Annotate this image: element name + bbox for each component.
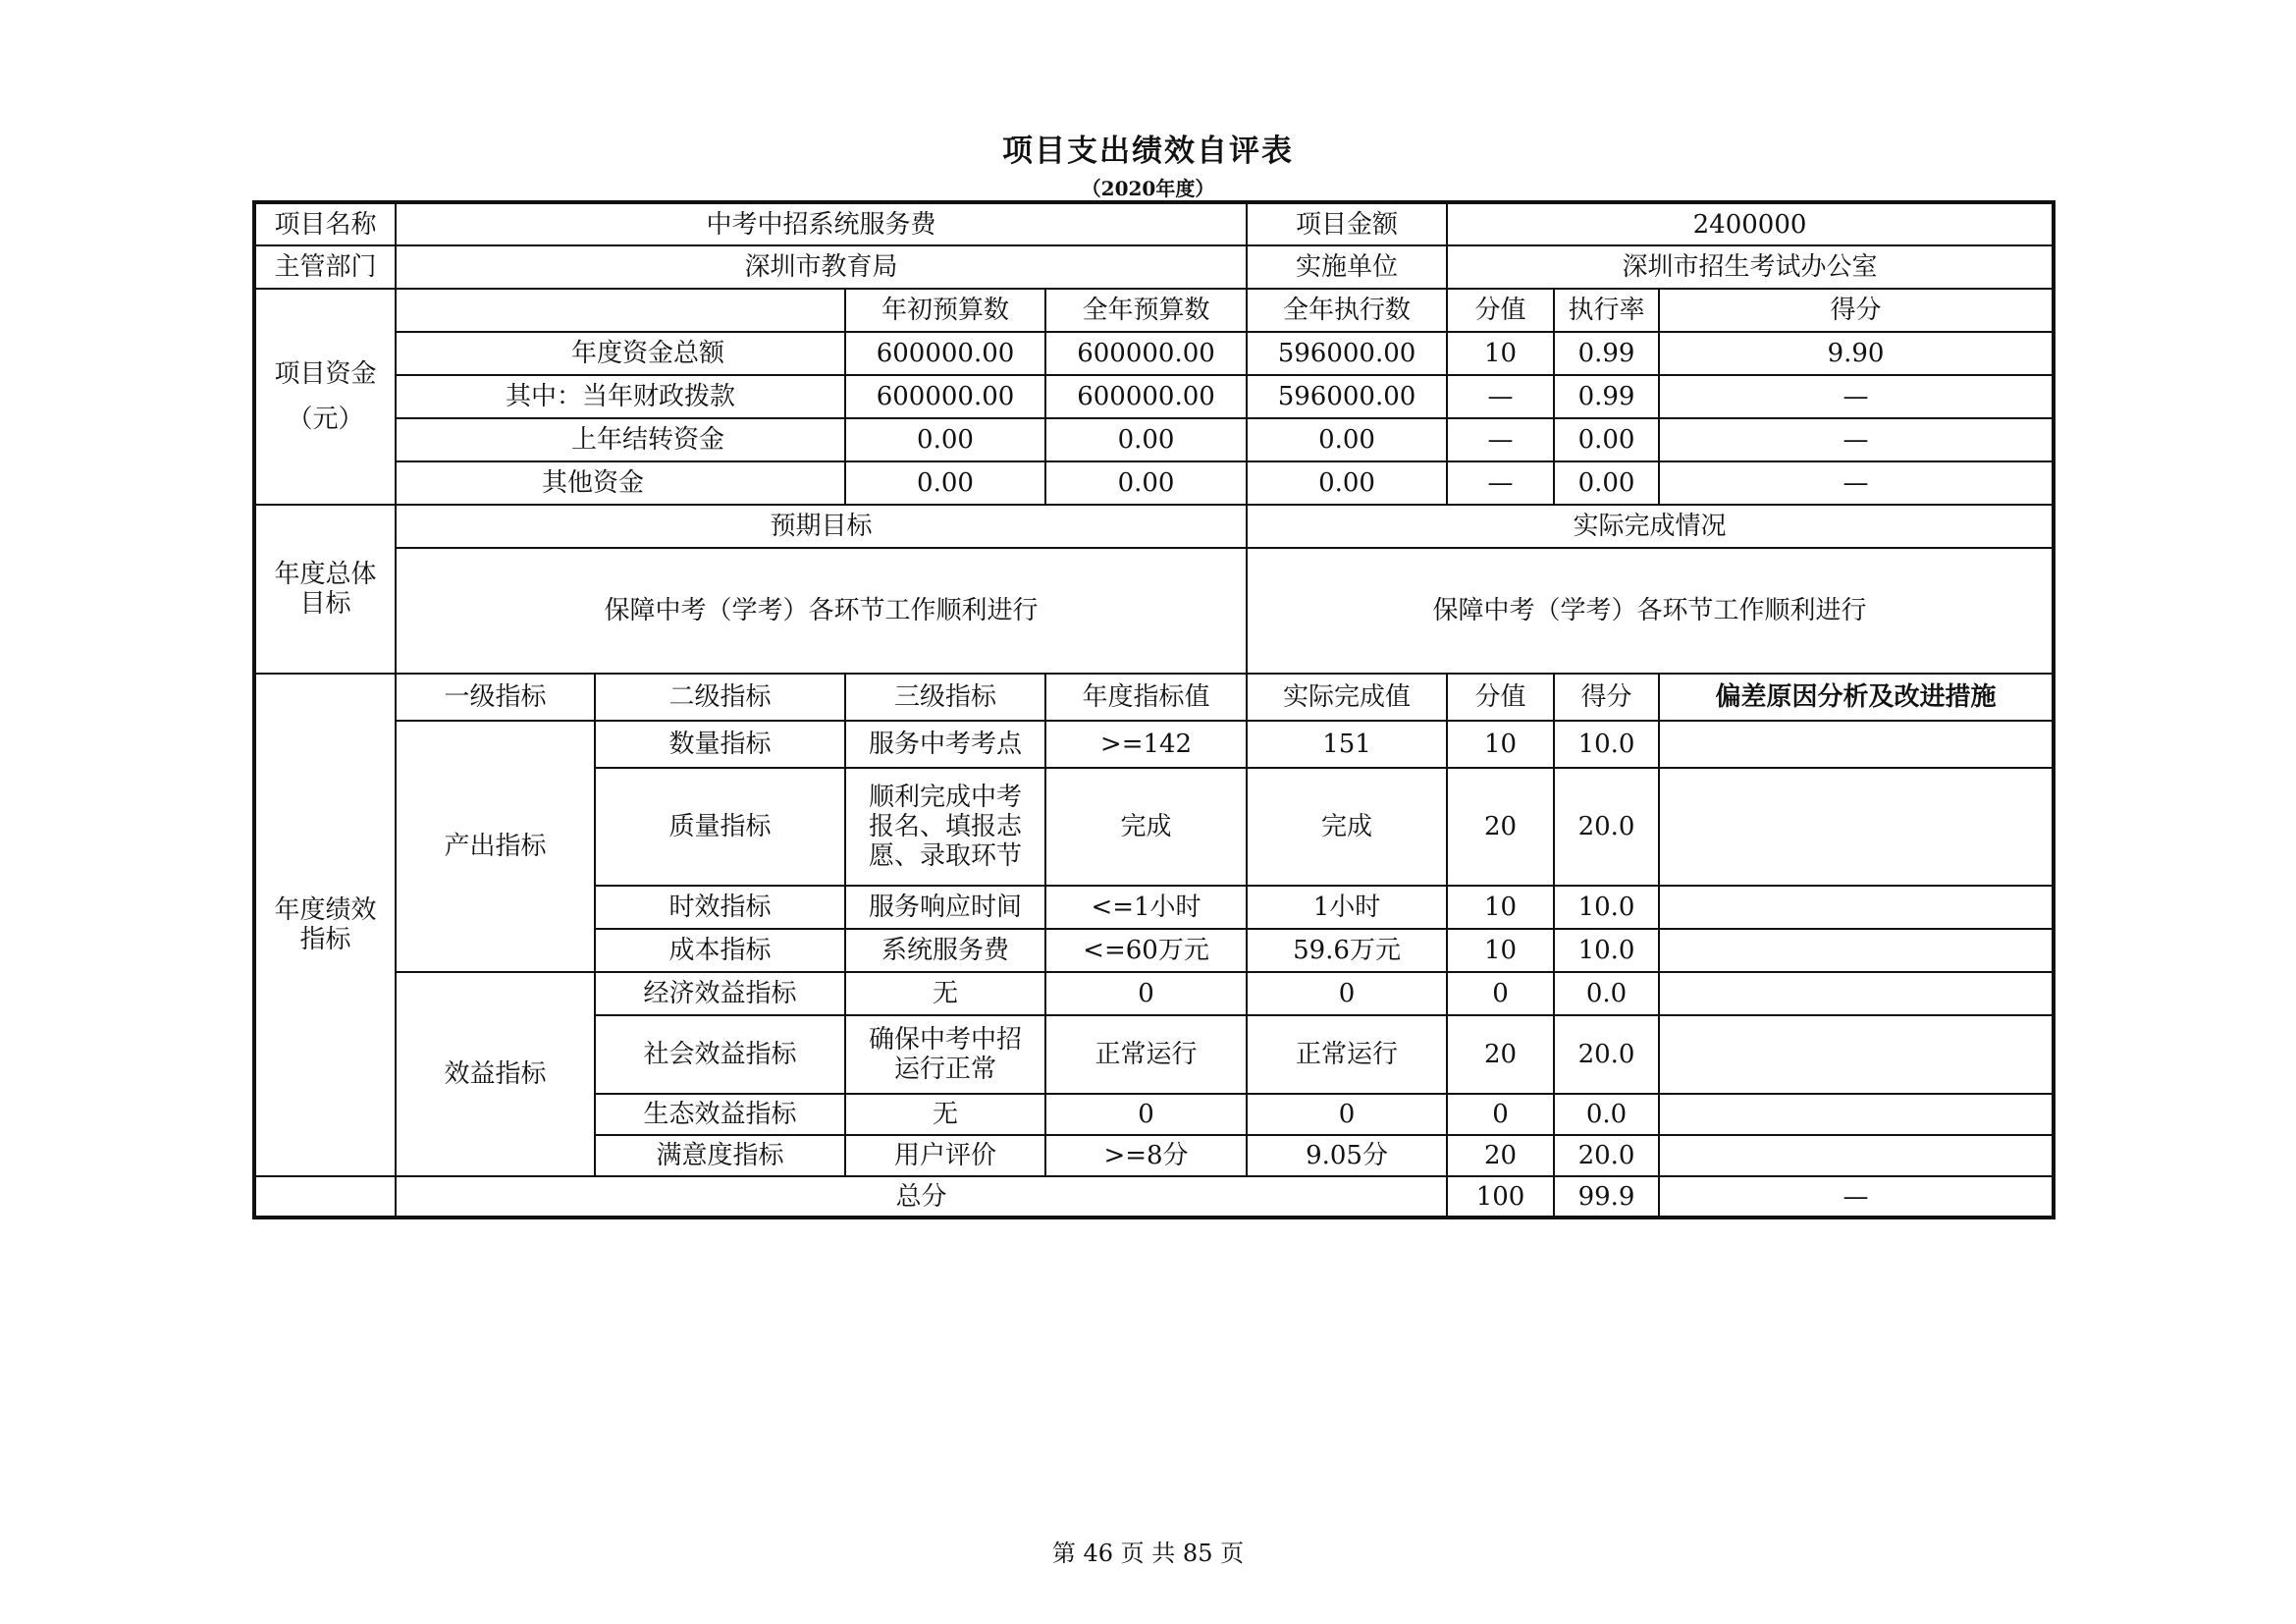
page-footer: 第 46 页 共 85 页 bbox=[1051, 1540, 1245, 1567]
department-row bbox=[254, 245, 2054, 289]
goals-expected-text: 保障中考（学考）各环节工作顺利进行 bbox=[396, 548, 1247, 674]
indicator-score: 20.0 bbox=[1554, 1015, 1659, 1094]
indicator-score-value: 10 bbox=[1447, 721, 1554, 768]
indicator-score: 10.0 bbox=[1554, 886, 1659, 929]
indicator-level2: 经济效益指标 bbox=[595, 972, 845, 1015]
indicators-header-score-value: 分值 bbox=[1447, 674, 1554, 721]
funds-label bbox=[254, 289, 396, 505]
implementing-unit-value: 深圳市招生考试办公室 bbox=[1447, 245, 2054, 289]
goals-actual-header: 实际完成情况 bbox=[1247, 505, 2054, 548]
indicator-score-value: 0 bbox=[1447, 1094, 1554, 1135]
indicator-note bbox=[1659, 768, 2054, 886]
funds-header-row bbox=[254, 289, 2054, 332]
indicator-score-value: 0 bbox=[1447, 972, 1554, 1015]
total-note: — bbox=[1659, 1176, 2054, 1218]
funds-header-rate: 执行率 bbox=[1554, 289, 1659, 332]
goals-actual-text: 保障中考（学考）各环节工作顺利进行 bbox=[1247, 548, 2054, 674]
funds-row-score-value: — bbox=[1447, 418, 1554, 461]
performance-evaluation-table bbox=[252, 200, 2056, 1219]
funds-row bbox=[254, 332, 2054, 375]
funds-row bbox=[254, 418, 2054, 461]
goals-label bbox=[254, 505, 396, 674]
indicator-level2: 质量指标 bbox=[595, 768, 845, 886]
funds-row-initial: 600000.00 bbox=[845, 375, 1045, 418]
funds-row-executed: 0.00 bbox=[1247, 461, 1447, 505]
indicator-score-value: 20 bbox=[1447, 1015, 1554, 1094]
funds-row-label: 其中：当年财政拨款 bbox=[396, 375, 845, 418]
indicator-target: >=8分 bbox=[1045, 1135, 1247, 1176]
indicators-label-line1: 年度绩效 bbox=[274, 895, 377, 925]
funds-row-initial: 0.00 bbox=[845, 418, 1045, 461]
implementing-unit-label: 实施单位 bbox=[1247, 245, 1447, 289]
indicator-score-value: 10 bbox=[1447, 929, 1554, 972]
indicator-level2: 时效指标 bbox=[595, 886, 845, 929]
indicator-level3: 用户评价 bbox=[845, 1135, 1045, 1176]
indicators-header-target: 年度指标值 bbox=[1045, 674, 1247, 721]
funds-row-score: — bbox=[1659, 375, 2054, 418]
indicator-score: 10.0 bbox=[1554, 929, 1659, 972]
funds-header-executed: 全年执行数 bbox=[1247, 289, 1447, 332]
total-score: 99.9 bbox=[1554, 1176, 1659, 1218]
indicator-actual: 0 bbox=[1247, 972, 1447, 1015]
goals-label-line1: 年度总体 bbox=[274, 560, 377, 589]
funds-header-blank bbox=[396, 289, 845, 332]
total-label: 总分 bbox=[396, 1176, 1447, 1218]
indicator-target: >=142 bbox=[1045, 721, 1247, 768]
indicator-level3: 服务中考考点 bbox=[845, 721, 1045, 768]
indicator-score: 0.0 bbox=[1554, 972, 1659, 1015]
funds-header-annual: 全年预算数 bbox=[1045, 289, 1247, 332]
indicator-note bbox=[1659, 1094, 2054, 1135]
funds-row-rate: 0.00 bbox=[1554, 461, 1659, 505]
indicator-score-value: 20 bbox=[1447, 768, 1554, 886]
funds-row-annual: 600000.00 bbox=[1045, 375, 1247, 418]
indicator-level3: 无 bbox=[845, 1094, 1045, 1135]
funds-row-executed: 596000.00 bbox=[1247, 375, 1447, 418]
indicator-score: 10.0 bbox=[1554, 721, 1659, 768]
project-name-row bbox=[254, 202, 2054, 245]
funds-row-score: 9.90 bbox=[1659, 332, 2054, 375]
indicator-row bbox=[254, 721, 2054, 768]
indicators-header-level1: 一级指标 bbox=[396, 674, 595, 721]
project-name-value: 中考中招系统服务费 bbox=[396, 202, 1247, 245]
indicator-level3: 顺利完成中考报名、填报志愿、录取环节 bbox=[845, 768, 1045, 886]
indicator-actual: 59.6万元 bbox=[1247, 929, 1447, 972]
document-subtitle: （2020年度） bbox=[1081, 177, 1215, 200]
indicator-score-value: 10 bbox=[1447, 886, 1554, 929]
indicator-score: 20.0 bbox=[1554, 768, 1659, 886]
indicator-actual: 完成 bbox=[1247, 768, 1447, 886]
indicator-actual: 9.05分 bbox=[1247, 1135, 1447, 1176]
indicator-note bbox=[1659, 886, 2054, 929]
indicators-header-actual: 实际完成值 bbox=[1247, 674, 1447, 721]
funds-header-initial: 年初预算数 bbox=[845, 289, 1045, 332]
funds-row-rate: 0.99 bbox=[1554, 332, 1659, 375]
funds-row-score: — bbox=[1659, 461, 2054, 505]
funds-header-score-value: 分值 bbox=[1447, 289, 1554, 332]
total-blank bbox=[254, 1176, 396, 1218]
funds-row-score-value: 10 bbox=[1447, 332, 1554, 375]
indicator-target: <=1小时 bbox=[1045, 886, 1247, 929]
indicator-actual: 0 bbox=[1247, 1094, 1447, 1135]
indicators-header-level3: 三级指标 bbox=[845, 674, 1045, 721]
funds-row-annual: 0.00 bbox=[1045, 418, 1247, 461]
funds-row-rate: 0.99 bbox=[1554, 375, 1659, 418]
department-label: 主管部门 bbox=[254, 245, 396, 289]
funds-row-rate: 0.00 bbox=[1554, 418, 1659, 461]
indicator-note bbox=[1659, 929, 2054, 972]
funds-row-executed: 0.00 bbox=[1247, 418, 1447, 461]
goals-label-line2: 目标 bbox=[299, 589, 351, 619]
indicators-header-note: 偏差原因分析及改进措施 bbox=[1659, 674, 2054, 721]
indicators-label bbox=[254, 674, 396, 1176]
indicator-note bbox=[1659, 1135, 2054, 1176]
funds-row-label: 年度资金总额 bbox=[396, 332, 845, 375]
funds-row-annual: 600000.00 bbox=[1045, 332, 1247, 375]
indicators-header-level2: 二级指标 bbox=[595, 674, 845, 721]
total-row bbox=[254, 1176, 2054, 1218]
indicator-target: <=60万元 bbox=[1045, 929, 1247, 972]
indicators-header-score: 得分 bbox=[1554, 674, 1659, 721]
funds-row-label: 其他资金 bbox=[396, 461, 845, 505]
indicator-level2: 数量指标 bbox=[595, 721, 845, 768]
indicator-note bbox=[1659, 721, 2054, 768]
goals-header-row bbox=[254, 505, 2054, 548]
indicators-label-line2: 指标 bbox=[299, 925, 351, 954]
indicator-actual: 正常运行 bbox=[1247, 1015, 1447, 1094]
indicator-level3: 确保中考中招运行正常 bbox=[845, 1015, 1045, 1094]
funds-row bbox=[254, 375, 2054, 418]
funds-row-score-value: — bbox=[1447, 461, 1554, 505]
indicator-note bbox=[1659, 1015, 2054, 1094]
indicator-row bbox=[254, 972, 2054, 1015]
project-amount-label: 项目金额 bbox=[1247, 202, 1447, 245]
indicator-level2: 满意度指标 bbox=[595, 1135, 845, 1176]
indicator-level1: 效益指标 bbox=[396, 972, 595, 1176]
indicator-level2: 成本指标 bbox=[595, 929, 845, 972]
funds-row bbox=[254, 461, 2054, 505]
indicator-target: 0 bbox=[1045, 1094, 1247, 1135]
funds-label-line2: （元） bbox=[287, 405, 364, 434]
funds-row-score-value: — bbox=[1447, 375, 1554, 418]
department-value: 深圳市教育局 bbox=[396, 245, 1247, 289]
indicator-level3: 服务响应时间 bbox=[845, 886, 1045, 929]
document-title: 项目支出绩效自评表 bbox=[1002, 134, 1294, 169]
funds-header-score: 得分 bbox=[1659, 289, 2054, 332]
total-score-value: 100 bbox=[1447, 1176, 1554, 1218]
indicator-target: 完成 bbox=[1045, 768, 1247, 886]
indicator-score: 20.0 bbox=[1554, 1135, 1659, 1176]
indicators-header-row bbox=[254, 674, 2054, 721]
indicator-level3: 系统服务费 bbox=[845, 929, 1045, 972]
indicator-target: 0 bbox=[1045, 972, 1247, 1015]
indicator-actual: 1小时 bbox=[1247, 886, 1447, 929]
funds-row-label: 上年结转资金 bbox=[396, 418, 845, 461]
funds-row-initial: 600000.00 bbox=[845, 332, 1045, 375]
indicator-level3: 无 bbox=[845, 972, 1045, 1015]
funds-label-line1: 项目资金 bbox=[274, 359, 377, 389]
indicator-actual: 151 bbox=[1247, 721, 1447, 768]
funds-row-score: — bbox=[1659, 418, 2054, 461]
indicator-level1: 产出指标 bbox=[396, 721, 595, 972]
funds-row-initial: 0.00 bbox=[845, 461, 1045, 505]
indicator-target: 正常运行 bbox=[1045, 1015, 1247, 1094]
indicator-note bbox=[1659, 972, 2054, 1015]
funds-row-executed: 596000.00 bbox=[1247, 332, 1447, 375]
indicator-level2: 社会效益指标 bbox=[595, 1015, 845, 1094]
goals-content-row bbox=[254, 548, 2054, 674]
indicator-score: 0.0 bbox=[1554, 1094, 1659, 1135]
goals-expected-header: 预期目标 bbox=[396, 505, 1247, 548]
indicator-score-value: 20 bbox=[1447, 1135, 1554, 1176]
project-name-label: 项目名称 bbox=[254, 202, 396, 245]
project-amount-value: 2400000 bbox=[1447, 202, 2054, 245]
funds-row-annual: 0.00 bbox=[1045, 461, 1247, 505]
indicator-level2: 生态效益指标 bbox=[595, 1094, 845, 1135]
